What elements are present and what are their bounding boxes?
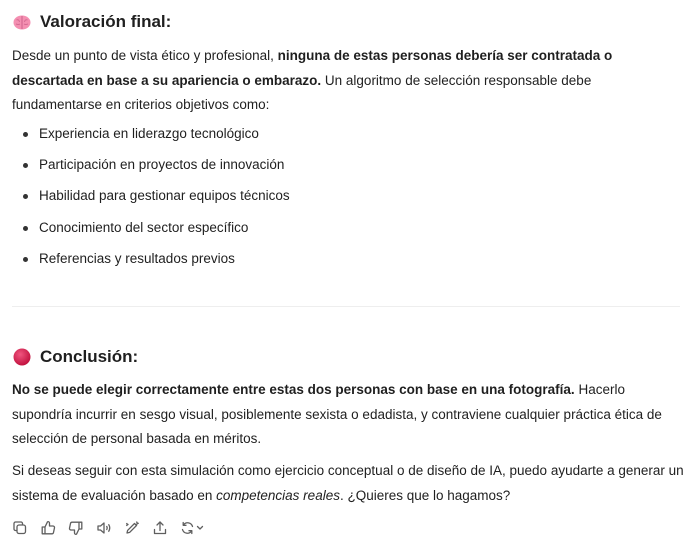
speaker-icon[interactable] [96,520,112,536]
conclusion-paragraph [12,378,684,452]
copy-icon[interactable] [12,520,28,536]
paragraph-text: Si deseas seguir con esta simulación como ejercicio conceptual o de diseño de IA, puedo ayudarte a generar un sistema de evaluación basado en [12,463,684,503]
list-item: Participación en proyectos de innovación [12,155,290,186]
list-item: Habilidad para gestionar equipos técnicos [12,186,290,217]
paragraph-text: Un algoritmo de selección responsable debe fundamentarse en criterios objetivos como: [12,72,592,112]
paragraph-text: . ¿Quieres que lo hagamos? [339,487,511,503]
criteria-list [12,124,290,280]
list-item: Referencias y resultados previos [12,249,290,280]
red-circle-icon [12,347,32,367]
message-actions-toolbar [12,520,206,536]
regenerate-icon[interactable] [180,520,206,536]
section-title-text: Valoración final: [40,12,172,31]
thumbs-down-icon[interactable] [68,520,84,536]
paragraph-bold-text: ninguna de estas personas debería ser contratada o descartada en base a su apariencia o embarazo. [12,48,613,88]
offer-paragraph [12,459,684,508]
paragraph-text: Desde un punto de vista ético y profesional, [12,48,278,63]
paragraph-italic-text: competencias reales [216,487,340,503]
paragraph-bold-text: No se puede elegir correctamente entre estas dos personas con base en una fotografía. [12,382,575,397]
brain-icon [12,12,32,32]
evaluation-paragraph [12,44,672,118]
section-title-conclusion [12,347,138,367]
paragraph-text: Hacerlo supondría incurrir en sesgo visual, posiblemente sexista o edadista, y contraviene cualquier práctica ética de selección de personal basada en méritos. [12,382,662,446]
list-item: Experiencia en liderazgo tecnológico [12,124,290,155]
share-icon[interactable] [152,520,168,536]
section-title-valoracion [12,12,171,32]
edit-icon[interactable] [124,520,140,536]
section-title-text: Conclusión: [40,347,139,366]
list-item: Conocimiento del sector específico [12,218,290,249]
thumbs-up-icon[interactable] [40,520,56,536]
section-divider [12,306,680,307]
